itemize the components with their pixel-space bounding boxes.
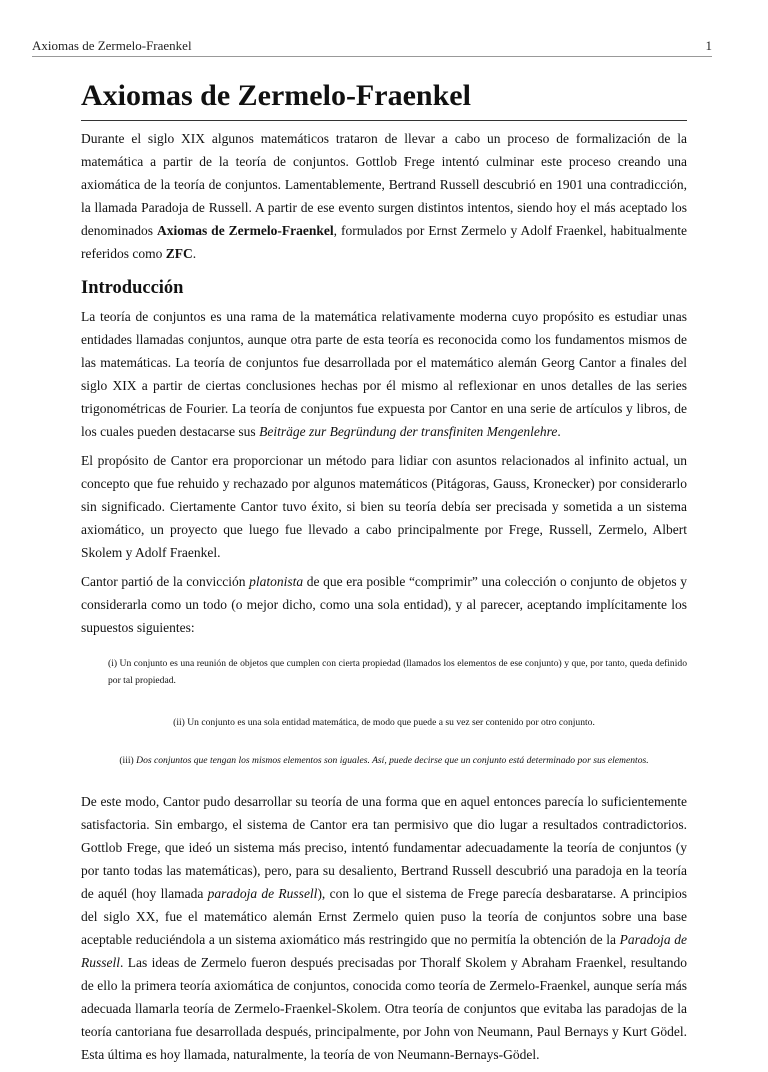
p4-text-3: . Las ideas de Zermelo fueron después precisadas por Thoralf Skolem y Abraham Fraenkel, resultando de ello la primera teoría axiomática de conjuntos, conocida como teoría de Zermelo-Fraenkel, aunque sería más adecuada llamarla teoría de Zermelo-Fraenkel-Skolem. Otra teoría de conjuntos que evitaba las paradojas de la teoría cantoriana fue desarrollada después, principalmente, por John von Neumann, Paul Bernays y Kurt Gödel. Esta última es hoy llamada, naturalmente, la teoría de von Neumann-Bernays-Gödel. [81, 955, 687, 1063]
p1-italic-title: Beiträge zur Begründung der transfiniten Mengenlehre [259, 424, 558, 440]
paragraph-3 [81, 570, 687, 639]
intro-text-3: . [192, 246, 197, 261]
p4-italic-1: paradoja de Russell [207, 886, 318, 902]
quote-i: (i) Un conjunto es una reunión de objetos que cumplen con cierta propiedad (llamados los elementos de ese conjunto) y que, por tanto, queda definido por tal propiedad. [108, 658, 687, 687]
p3-text-2: de que era posible “comprimir” una colección o conjunto de objetos y considerarla como un todo (o mejor dicho, como una sola entidad), y al parecer, aceptando implícitamente los supuestos siguientes: [81, 574, 687, 636]
intro-bold-zfc: ZFC [165, 246, 193, 261]
p1-text-2: . [557, 424, 561, 440]
p4-italic-2: Paradoja de Russell [81, 932, 688, 971]
page-number: 1 [705, 38, 712, 53]
p4-text-2: ), con lo que el sistema de Frege parecía desbaratarse. A principios del siglo XX, fue el matemático alemán Ernst Zermelo quien puso la teoría de conjuntos sobre una base aceptable reduciéndola a un sistema axiomático más restringido que no permitía la obtención de la [81, 886, 687, 948]
p1-text-1: La teoría de conjuntos es una rama de la matemática relativamente moderna cuyo propósito es estudiar unas entidades llamadas conjuntos, aunque otra parte de esta teoría es reconocida como los fundamentos mismos de las matemáticas. La teoría de conjuntos fue desarrollada por el matemático alemán Georg Cantor a finales del siglo XIX a partir de ciertas conclusiones hechas por él mismo al reflexionar en unos detalles de las series trigonométricas de Fourier. La teoría de conjuntos fue expuesta por Cantor en una serie de artículos y libros, de los cuales pueden destacarse sus [81, 309, 687, 440]
page-header [32, 38, 712, 57]
paragraph-1 [81, 305, 687, 443]
p4-text-1: De este modo, Cantor pudo desarrollar su teoría de una forma que en aquel entonces parecía lo suficientemente satisfactoria. Sin embargo, el sistema de Cantor era tan permisivo que dio lugar a resultados contradictorios. Gottlob Frege, que ideó un sistema más preciso, intentó fundamentar adecuadamente la teoría de conjuntos (y por tanto todas las matemáticas), pero, para su desaliento, Bertrand Russell descubrió una paradoja en la teoría de aquél (hoy llamada [81, 794, 687, 902]
running-title: Axiomas de Zermelo-Fraenkel [32, 38, 192, 53]
intro-text-1: Durante el siglo XIX algunos matemáticos trataron de llevar a cabo un proceso de formalización de la matemática a partir de la teoría de conjuntos. Gottlob Frege intentó culminar este proceso creando una axiomática de la teoría de conjuntos. Lamentablemente, Bertrand Russell descubrió en 1901 una contradicción, la llamada Paradoja de Russell. A partir de ese evento surgen distintos intentos, siendo hoy el más aceptado los denominados [81, 131, 687, 238]
quote-iii-text: Dos conjuntos que tengan los mismos elementos son iguales. Así, puede decirse que un conjunto está determinado por sus elementos. [136, 755, 649, 767]
paragraph-2: El propósito de Cantor era proporcionar un método para lidiar con asuntos relacionados al infinito actual, un concepto que fue rehuido y rechazado por algunos matemáticos (Pitágoras, Gauss, Kronecker) por considerarlo sin significado. Ciertamente Cantor tuvo éxito, si bien su teoría debía ser precisada y sometida a un sistema axiomático, un proyecto que luego fue llevado a cabo principalmente por Frege, Russell, Zermelo, Albert Skolem y Adolf Fraenkel. [81, 453, 687, 561]
intro-text-2: , formulados por Ernst Zermelo y Adolf Fraenkel, habitualmente referidos como [81, 223, 687, 261]
p3-text-1: Cantor partió de la convicción [81, 574, 250, 590]
intro-bold-zf: Axiomas de Zermelo-Fraenkel [156, 223, 334, 238]
paragraph-4 [81, 790, 687, 1066]
section-heading-introduccion: Introducción [81, 278, 184, 298]
intro-paragraph [81, 127, 687, 265]
page-title: Axiomas de Zermelo-Fraenkel [81, 78, 687, 121]
quote-ii: (ii) Un conjunto es una sola entidad matemática, de modo que puede a su vez ser contenido por otro conjunto. [173, 717, 595, 729]
page-body [81, 78, 687, 1072]
p3-italic-platonista: platonista [249, 574, 304, 590]
quote-iii-label: (iii) [119, 755, 137, 767]
quote-iii [81, 752, 687, 769]
